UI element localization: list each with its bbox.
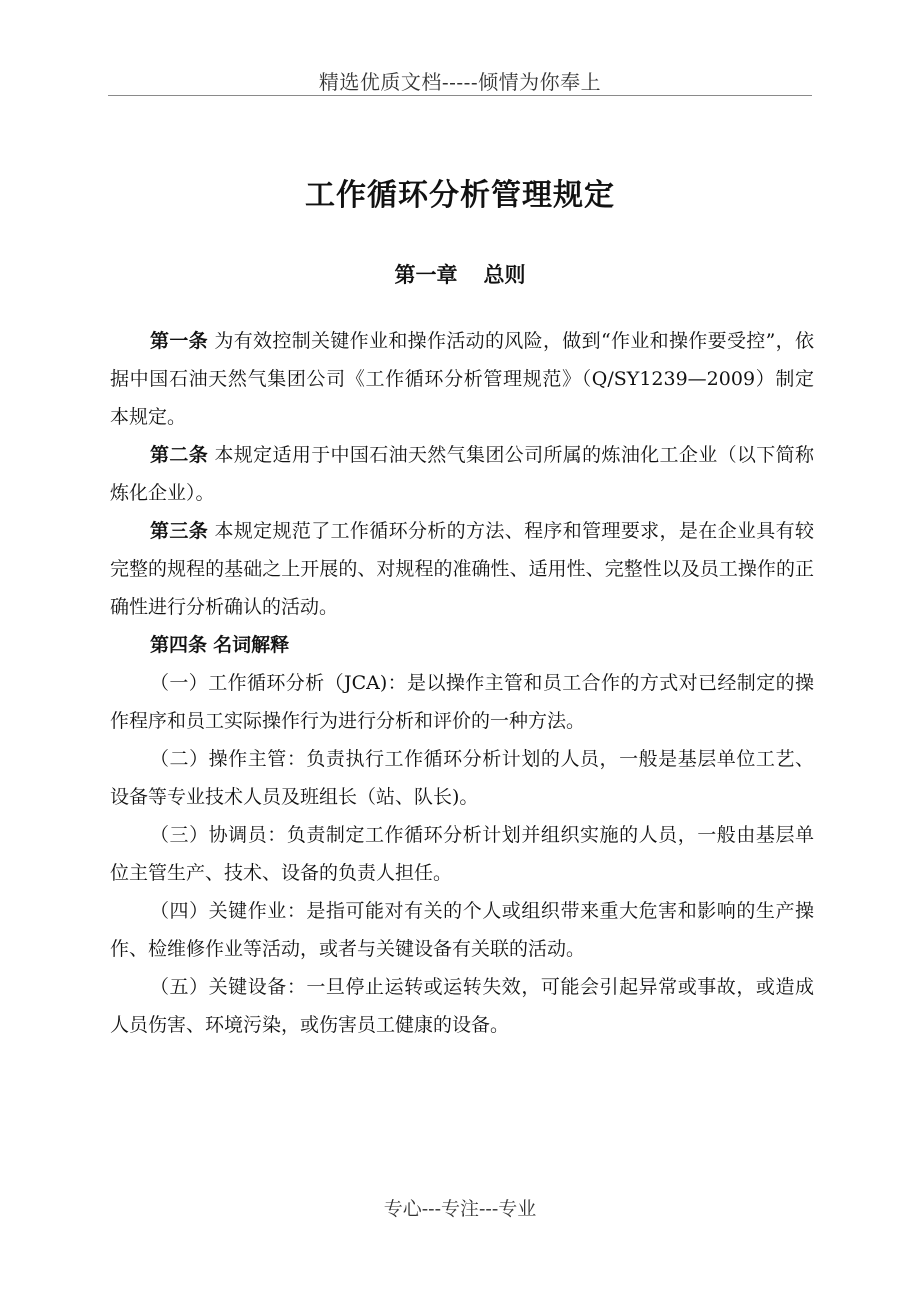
article-1-label: 第一条 (150, 330, 208, 352)
article-4-label: 第四条 (150, 634, 208, 656)
document-body (110, 322, 814, 1044)
page-header: 精选优质文档-----倾情为你奉上 (318, 70, 602, 94)
definition-5: （五）关键设备：一旦停止运转或运转失效，可能会引起异常或事故，或造成人员伤害、环境污染，或伤害员工健康的设备。 (110, 976, 814, 1036)
chapter-number: 第一章 (394, 263, 458, 287)
article-2-label: 第二条 (150, 444, 209, 466)
definition-2: （二）操作主管：负责执行工作循环分析计划的人员，一般是基层单位工艺、设备等专业技术人员及班组长（站、队长)。 (110, 748, 814, 808)
article-2 (110, 436, 814, 512)
definition-3: （三）协调员：负责制定工作循环分析计划并组织实施的人员，一般由基层单位主管生产、技术、设备的负责人担任。 (110, 824, 814, 884)
article-3-text: 本规定规范了工作循环分析的方法、程序和管理要求，是在企业具有较完整的规程的基础之上开展的、对规程的准确性、适用性、完整性以及员工操作的正确性进行分析确认的活动。 (110, 520, 814, 618)
header-divider (108, 95, 812, 96)
article-4-text: 名词解释 (213, 634, 290, 656)
article-3 (110, 512, 814, 626)
chapter-heading (0, 259, 920, 289)
article-1 (110, 322, 814, 436)
page-footer: 专心---专注---专业 (383, 1198, 537, 1220)
article-3-label: 第三条 (150, 520, 209, 542)
article-4 (110, 626, 814, 664)
definition-4: （四）关键作业：是指可能对有关的个人或组织带来重大危害和影响的生产操作、检维修作业等活动，或者与关键设备有关联的活动。 (110, 900, 814, 960)
article-1-text: 为有效控制关键作业和操作活动的风险，做到“作业和操作要受控”，依据中国石油天然气集团公司《工作循环分析管理规范》（Q/SY1239—2009）制定本规定。 (110, 330, 814, 428)
document-title: 工作循环分析管理规定 (305, 178, 615, 213)
chapter-name: 总则 (483, 263, 526, 287)
definition-1: （一）工作循环分析（JCA)：是以操作主管和员工合作的方式对已经制定的操作程序和员工实际操作行为进行分析和评价的一种方法。 (110, 672, 814, 732)
article-2-text: 本规定适用于中国石油天然气集团公司所属的炼油化工企业（以下简称炼化企业）。 (110, 444, 814, 504)
